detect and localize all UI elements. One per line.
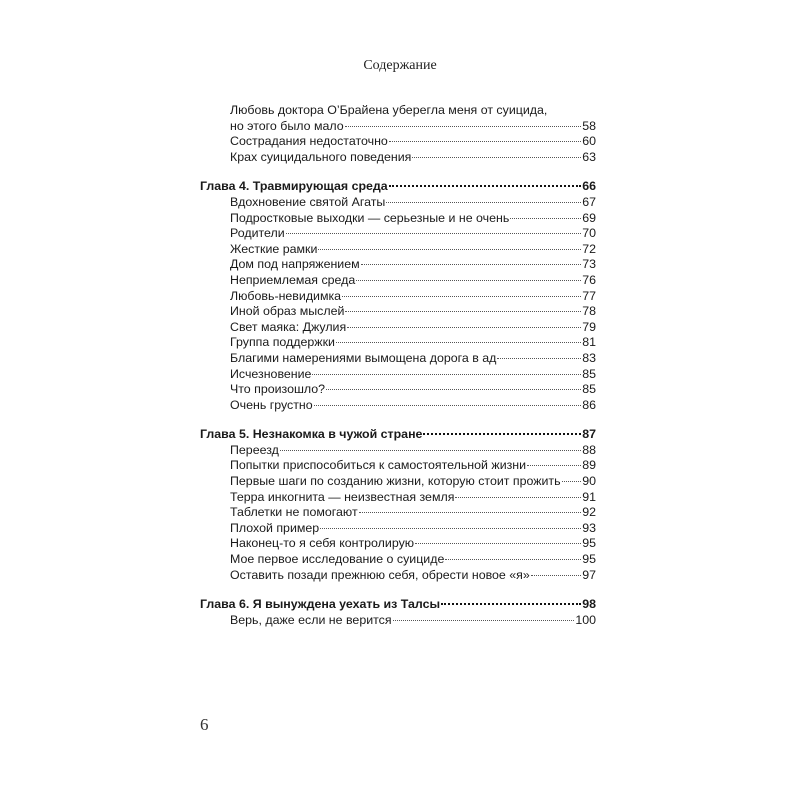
dot-leader — [455, 496, 581, 498]
toc-entry — [200, 211, 596, 227]
toc-entry-title: Родители — [230, 226, 285, 241]
toc-chapter-4 — [200, 179, 596, 195]
dot-leader — [320, 527, 581, 529]
toc-entry-page: 72 — [582, 241, 596, 256]
toc-entry-title: но этого было мало — [230, 118, 344, 133]
toc-entry-page: 58 — [582, 118, 596, 133]
toc-entry-title: Наконец-то я себя контролирую — [230, 536, 415, 551]
dot-leader — [562, 480, 582, 482]
toc-entry-page: 76 — [582, 272, 596, 287]
toc-entry-title: Что произошло? — [230, 382, 326, 397]
toc-entry-page: 89 — [582, 458, 596, 473]
toc-entry-page: 97 — [582, 567, 596, 582]
toc-entry-title: Подростковые выходки — серьезные и не очень — [230, 210, 510, 225]
toc-entry-title: Вдохновение святой Агаты — [230, 194, 386, 209]
toc-entry-line — [200, 103, 596, 119]
toc-entry — [200, 351, 596, 367]
dot-leader — [412, 156, 581, 158]
toc-entry-page: 93 — [582, 520, 596, 535]
toc-entry — [200, 320, 596, 336]
toc-entry-page: 90 — [582, 474, 596, 489]
dot-leader — [393, 619, 575, 621]
toc-entry-page: 73 — [582, 257, 596, 272]
dot-leader — [312, 373, 581, 375]
dot-leader — [345, 125, 582, 127]
toc-entry-title: Дом под напряжением — [230, 257, 360, 272]
toc-entry — [200, 335, 596, 351]
toc-entry-title: Сострадания недостаточно — [230, 134, 388, 149]
table-of-contents — [200, 103, 596, 628]
chapter-title: Глава 5. Незнакомка в чужой стране — [200, 427, 423, 442]
toc-entry-title: Крах суицидального поведения — [230, 149, 412, 164]
toc-entry-page: 100 — [575, 612, 596, 627]
toc-entry — [200, 552, 596, 568]
toc-entry — [200, 119, 596, 135]
toc-entry-title: Иной образ мыслей — [230, 304, 345, 319]
toc-entry-title: Группа поддержки — [230, 335, 335, 350]
toc-entry-title: Неприемлемая среда — [230, 272, 356, 287]
toc-entry-title: Исчезновение — [230, 366, 312, 381]
toc-entry-title: Попытки приспособиться к самостоятельной жизни — [230, 458, 527, 473]
section-gap — [200, 413, 596, 427]
dot-leader — [531, 574, 581, 576]
toc-entry — [200, 289, 596, 305]
page-number: 6 — [200, 715, 209, 734]
toc-entry — [200, 150, 596, 166]
dot-leader — [527, 464, 581, 466]
toc-entry-page: 78 — [582, 304, 596, 319]
dot-leader — [510, 217, 581, 219]
toc-entry — [200, 521, 596, 537]
toc-entry-page: 95 — [582, 536, 596, 551]
toc-entry-title: Мое первое исследование о суициде — [230, 552, 445, 567]
toc-entry — [200, 242, 596, 258]
running-head: Содержание — [363, 58, 437, 73]
toc-entry — [200, 490, 596, 506]
toc-entry-page: 83 — [582, 350, 596, 365]
toc-entry-page: 70 — [582, 226, 596, 241]
toc-entry — [200, 304, 596, 320]
toc-entry-title: Верь, даже если не верится — [230, 612, 392, 627]
dot-leader — [314, 404, 582, 406]
toc-entry — [200, 443, 596, 459]
dot-leader — [386, 201, 581, 203]
toc-entry-page: 86 — [582, 397, 596, 412]
toc-entry-title: Переезд — [230, 442, 279, 457]
toc-entry-title: Свет маяка: Джулия — [230, 319, 347, 334]
toc-entry-page: 85 — [582, 366, 596, 381]
toc-entry-title: Терра инкогнита — неизвестная земля — [230, 489, 455, 504]
dot-leader — [318, 248, 581, 250]
dot-leader — [286, 232, 582, 234]
toc-entry — [200, 536, 596, 552]
toc-entry-page: 88 — [582, 442, 596, 457]
dot-leader — [342, 295, 581, 297]
dot-leader — [280, 449, 581, 451]
toc-chapter-6 — [200, 597, 596, 613]
chapter-title: Глава 6. Я вынуждена уехать из Талсы — [200, 597, 441, 612]
toc-entry — [200, 474, 596, 490]
toc-entry-page: 91 — [582, 489, 596, 504]
toc-entry-page: 79 — [582, 319, 596, 334]
dot-leader — [345, 310, 581, 312]
chapter-title: Глава 4. Травмирующая среда — [200, 179, 388, 194]
dot-leader — [326, 388, 581, 390]
toc-entry-title: Любовь доктора О’Брайена уберегла меня от суицида, — [230, 103, 548, 117]
toc-entry-page: 69 — [582, 210, 596, 225]
section-gap — [200, 165, 596, 179]
toc-entry — [200, 257, 596, 273]
toc-entry-page: 85 — [582, 382, 596, 397]
dot-leader — [441, 602, 581, 605]
dot-leader — [389, 184, 582, 187]
toc-entry-title: Очень грустно — [230, 397, 313, 412]
toc-entry-page: 63 — [582, 149, 596, 164]
toc-entry-page: 60 — [582, 134, 596, 149]
toc-entry — [200, 134, 596, 150]
dot-leader — [497, 357, 581, 359]
toc-entry-title: Первые шаги по созданию жизни, которую стоит прожить — [230, 474, 561, 489]
dot-leader — [445, 558, 581, 560]
toc-entry-page: 67 — [582, 194, 596, 209]
toc-entry — [200, 382, 596, 398]
dot-leader — [356, 279, 581, 281]
toc-entry-title: Жесткие рамки — [230, 241, 318, 256]
toc-chapter-5 — [200, 427, 596, 443]
section-gap — [200, 583, 596, 597]
dot-leader — [415, 542, 581, 544]
chapter-page: 98 — [582, 597, 596, 612]
toc-entry-title: Любовь-невидимка — [230, 288, 342, 303]
dot-leader — [347, 326, 581, 328]
chapter-page: 66 — [582, 179, 596, 194]
dot-leader — [336, 341, 581, 343]
dot-leader — [389, 140, 581, 142]
toc-entry-page: 95 — [582, 552, 596, 567]
dot-leader — [423, 432, 581, 435]
toc-entry — [200, 505, 596, 521]
toc-entry — [200, 226, 596, 242]
toc-entry-page: 92 — [582, 505, 596, 520]
toc-entry — [200, 367, 596, 383]
toc-entry — [200, 568, 596, 584]
toc-entry-title: Благими намерениями вымощена дорога в ад — [230, 350, 497, 365]
toc-entry-title: Таблетки не помогают — [230, 505, 358, 520]
toc-entry — [200, 195, 596, 211]
dot-leader — [361, 263, 582, 265]
toc-entry — [200, 613, 596, 629]
dot-leader — [359, 511, 582, 513]
toc-entry — [200, 458, 596, 474]
toc-entry-title: Плохой пример — [230, 520, 320, 535]
toc-entry-page: 81 — [582, 335, 596, 350]
toc-entry-title: Оставить позади прежнюю себя, обрести новое «я» — [230, 567, 530, 582]
toc-entry-page: 77 — [582, 288, 596, 303]
chapter-page: 87 — [582, 427, 596, 442]
toc-entry — [200, 273, 596, 289]
toc-entry — [200, 398, 596, 414]
